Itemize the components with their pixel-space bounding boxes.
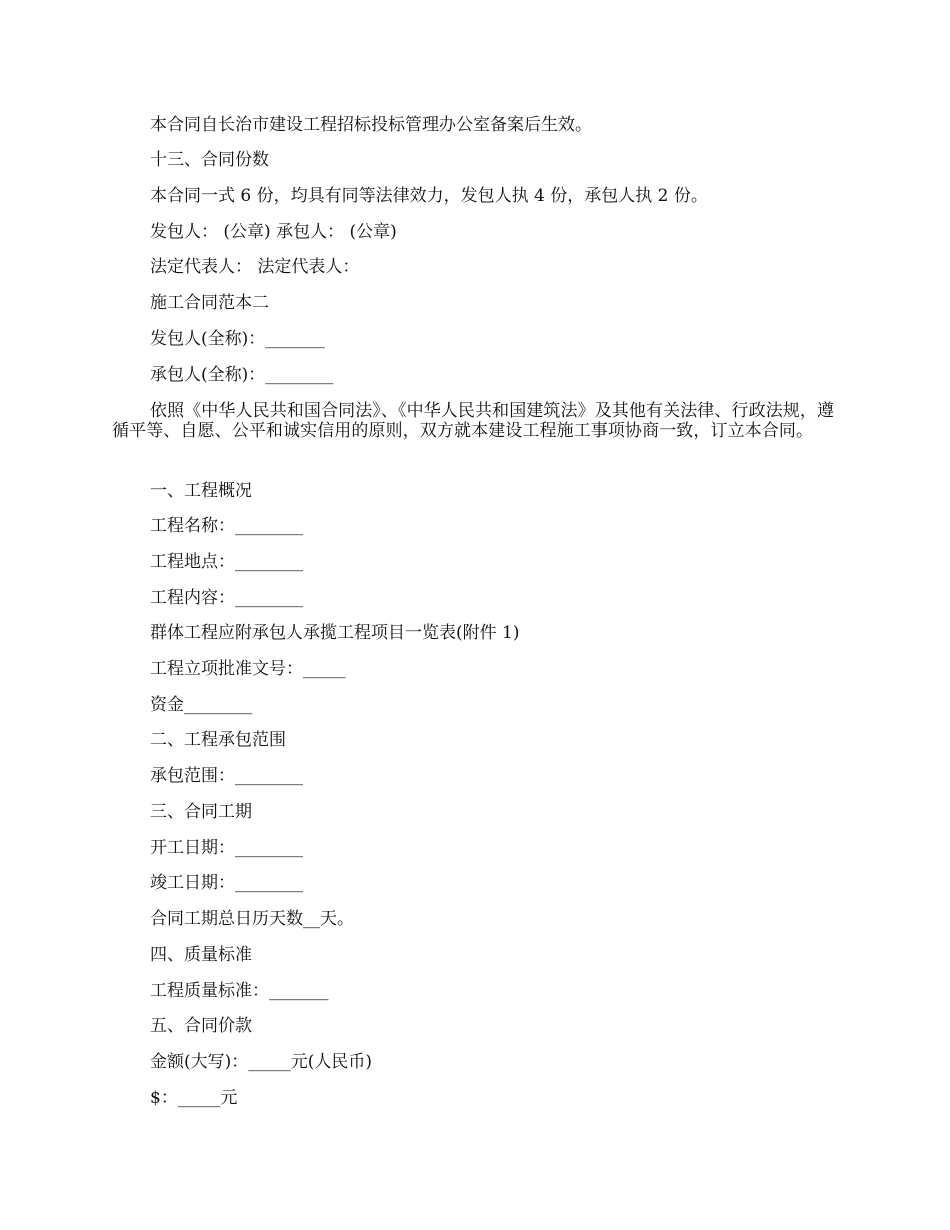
- section-heading-duration: 三、合同工期: [150, 802, 252, 822]
- approval-number-field: 工程立项批准文号：_____: [150, 659, 346, 679]
- completion-date-field: 竣工日期：________: [150, 873, 303, 893]
- section-heading-quality: 四、质量标准: [150, 945, 252, 965]
- employer-full-name-field: 发包人(全称)：_______: [150, 329, 325, 349]
- amount-in-figures-field: $：_____元: [150, 1088, 238, 1108]
- signature-seal-line: 发包人： (公章) 承包人： (公章): [150, 222, 397, 242]
- project-name-field: 工程名称：________: [150, 516, 303, 536]
- contract-template-title: 施工合同范本二: [150, 293, 269, 313]
- contractor-full-name-field: 承包人(全称)：________: [150, 365, 334, 385]
- legal-representative-line: 法定代表人： 法定代表人：: [150, 257, 360, 277]
- project-content-field: 工程内容：________: [150, 588, 303, 608]
- section-heading-scope: 二、工程承包范围: [150, 730, 286, 750]
- start-date-field: 开工日期：________: [150, 838, 303, 858]
- paragraph-effectiveness: 本合同自长治市建设工程招标投标管理办公室备案后生效。: [150, 115, 592, 135]
- total-calendar-days-line: 合同工期总日历天数__天。: [150, 909, 354, 929]
- section-heading-copies: 十三、合同份数: [150, 150, 269, 170]
- section-heading-overview: 一、工程概况: [150, 481, 252, 501]
- funding-field: 资金________: [150, 695, 252, 715]
- contract-scope-field: 承包范围：________: [150, 766, 303, 786]
- section-heading-price: 五、合同价款: [150, 1016, 252, 1036]
- legal-basis-paragraph: 依照《中华人民共和国合同法》、《中华人民共和国建筑法》及其他有关法律、行政法规，遵循平等、自愿、公平和诚实信用的原则，双方就本建设工程施工事项协商一致，订立本合同。: [112, 401, 835, 441]
- amount-in-words-field: 金额(大写)：_____元(人民币): [150, 1052, 373, 1072]
- project-location-field: 工程地点：________: [150, 552, 303, 572]
- quality-standard-field: 工程质量标准：_______: [150, 981, 329, 1001]
- paragraph-copies: 本合同一式 6 份，均具有同等法律效力，发包人执 4 份，承包人执 2 份。: [150, 186, 708, 206]
- group-project-attachment-line: 群体工程应附承包人承揽工程项目一览表(附件 1): [150, 623, 520, 643]
